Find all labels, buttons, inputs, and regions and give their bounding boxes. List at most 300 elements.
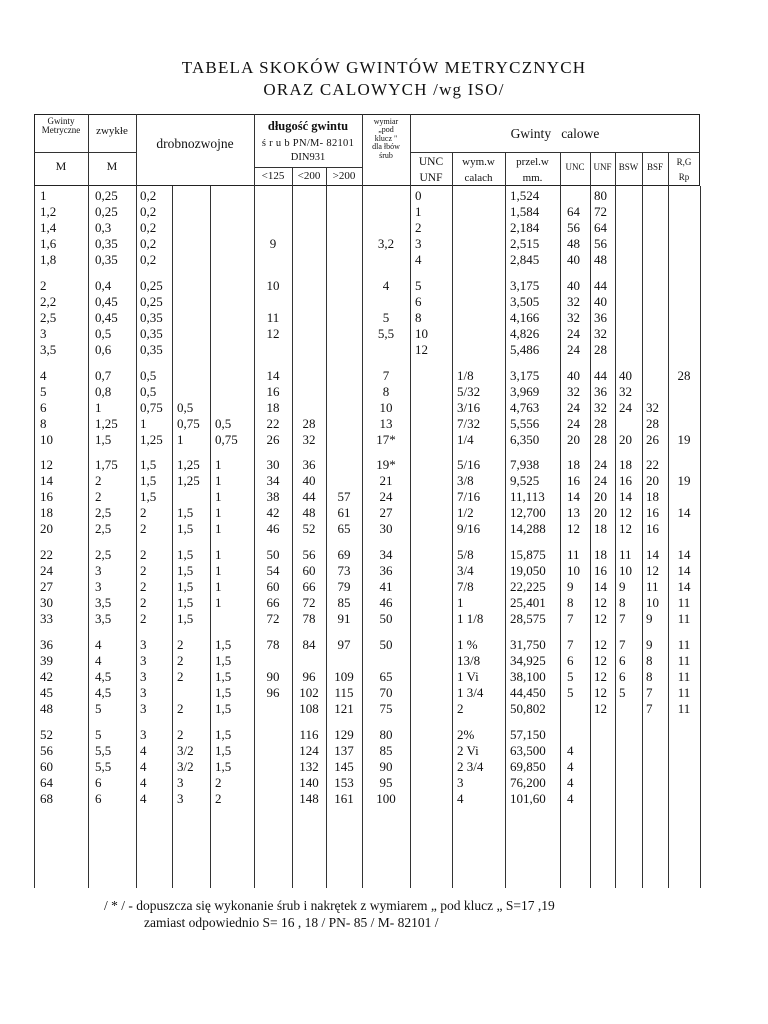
column-divider bbox=[136, 186, 137, 888]
cell-inch-size: 5/8 bbox=[457, 547, 474, 563]
cell-pitch-coarse: 2,5 bbox=[95, 505, 112, 521]
cell-pitch-coarse: 3 bbox=[95, 563, 102, 579]
cell-pitch-fine-2: 2 bbox=[177, 726, 184, 742]
cell-rg-rp-tpi: 11 bbox=[677, 701, 691, 716]
cell-unc-tpi: 20 bbox=[567, 431, 580, 447]
cell-length-lt125: 34 bbox=[266, 473, 280, 489]
cell-unc-tpi: 16 bbox=[567, 473, 580, 489]
cell-unf-tpi: 18 bbox=[594, 547, 607, 563]
cell-wrench-size: 3,2 bbox=[377, 236, 395, 251]
cell-inch-mm: 25,401 bbox=[510, 595, 546, 611]
cell-bsf-tpi: 28 bbox=[646, 415, 659, 431]
cell-pitch-fine-3: 1,5 bbox=[215, 758, 232, 774]
header-text: śrub bbox=[379, 150, 393, 160]
cell-bsw-tpi: 18 bbox=[619, 457, 632, 473]
cell-length-gt200: 145 bbox=[334, 758, 354, 774]
cell-metric-size: 1 bbox=[40, 188, 47, 203]
header-lt125: <125 bbox=[261, 170, 285, 182]
header-text: mm. bbox=[522, 172, 543, 184]
header-text: UNF bbox=[419, 172, 443, 184]
cell-wrench-size: 50 bbox=[379, 611, 393, 627]
cell-metric-size: 24 bbox=[40, 563, 53, 579]
cell-bsw-tpi: 40 bbox=[619, 367, 632, 383]
cell-wrench-size: 17* bbox=[376, 431, 396, 447]
header-drobnozwojne: drobnozwojne bbox=[156, 136, 234, 151]
cell-rg-rp-tpi: 19 bbox=[677, 473, 691, 489]
cell-pitch-fine-2: 3 bbox=[177, 774, 184, 790]
header-unc: UNC bbox=[565, 162, 585, 172]
cell-inch-mm: 4,166 bbox=[510, 309, 540, 325]
cell-pitch-coarse: 0,45 bbox=[95, 309, 118, 325]
cell-inch-mm: 69,850 bbox=[510, 758, 546, 774]
cell-pitch-coarse: 4 bbox=[95, 637, 102, 652]
column-divider bbox=[642, 186, 643, 888]
cell-pitch-coarse: 1,5 bbox=[95, 431, 112, 447]
cell-bsw-tpi: 14 bbox=[619, 489, 632, 505]
cell-pitch-fine-1: 4 bbox=[140, 774, 147, 790]
cell-length-gt200: 129 bbox=[334, 726, 354, 742]
cell-pitch-fine-1: 3 bbox=[140, 726, 147, 742]
cell-metric-size: 18 bbox=[40, 505, 53, 521]
cell-rg-rp-tpi: 19 bbox=[677, 431, 691, 447]
cell-unf-tpi: 12 bbox=[594, 637, 607, 652]
cell-length-lt200: 52 bbox=[302, 521, 316, 537]
cell-pitch-fine-1: 0,25 bbox=[140, 293, 163, 309]
footnote-line-2: zamiast odpowiednio S= 16 , 18 / PN- 85 / M- 82101 / bbox=[144, 915, 439, 930]
column-divider bbox=[668, 186, 669, 888]
cell-metric-size: 12 bbox=[40, 457, 53, 473]
cell-unf-tpi: 56 bbox=[594, 236, 607, 251]
cell-bsw-tpi: 10 bbox=[619, 563, 632, 579]
cell-inch-mm: 34,925 bbox=[510, 653, 546, 668]
cell-inch-mm: 15,875 bbox=[510, 547, 546, 563]
cell-length-lt125: 78 bbox=[266, 637, 280, 652]
footnote-line-1: / * / - dopuszcza się wykonanie śrub i nakrętek z wymiarem „ pod klucz „ S=17 ,19 bbox=[104, 898, 555, 913]
cell-inch-mm: 28,575 bbox=[510, 611, 546, 627]
cell-inch-size: 5/32 bbox=[457, 383, 481, 399]
cell-pitch-coarse: 5,5 bbox=[95, 742, 112, 758]
cell-pitch-fine-1: 4 bbox=[140, 758, 147, 774]
header-text: R,G bbox=[676, 157, 692, 167]
header-przel-w-mm bbox=[505, 154, 560, 186]
cell-bsf-tpi: 7 bbox=[646, 701, 653, 716]
cell-pitch-fine-2: 2 bbox=[177, 701, 184, 716]
cell-inch-mm: 22,225 bbox=[510, 579, 546, 595]
cell-length-lt125: 66 bbox=[266, 595, 280, 611]
cell-pitch-fine-1: 2 bbox=[140, 563, 147, 579]
cell-bsw-tpi: 24 bbox=[619, 399, 632, 415]
cell-unc-tpi: 12 bbox=[567, 521, 580, 537]
cell-pitch-fine-2: 0,5 bbox=[177, 399, 194, 415]
cell-metric-size: 52 bbox=[40, 726, 53, 742]
cell-inch-size: 3/16 bbox=[457, 399, 481, 415]
cell-pitch-coarse: 2 bbox=[95, 473, 102, 489]
cell-pitch-fine-1: 1,25 bbox=[140, 431, 163, 447]
cell-unc-tpi: 7 bbox=[567, 637, 574, 652]
cell-rg-rp-tpi: 28 bbox=[677, 367, 691, 383]
cell-pitch-fine-3: 1,5 bbox=[215, 726, 232, 742]
cell-wrench-size: 85 bbox=[379, 742, 393, 758]
cell-metric-size: 20 bbox=[40, 521, 53, 537]
cell-pitch-fine-1: 3 bbox=[140, 637, 147, 652]
cell-length-gt200: 79 bbox=[337, 579, 351, 595]
cell-inch-mm: 2,184 bbox=[510, 220, 540, 235]
cell-wrench-size: 75 bbox=[379, 701, 393, 716]
cell-unc-tpi: 8 bbox=[567, 595, 574, 611]
cell-unc-tpi: 40 bbox=[567, 367, 580, 383]
header-wymiar-klucz bbox=[362, 118, 410, 160]
cell-wrench-size: 41 bbox=[379, 579, 393, 595]
cell-inch-mm: 76,200 bbox=[510, 774, 546, 790]
cell-pitch-coarse: 2,5 bbox=[95, 521, 112, 537]
cell-unf-tpi: 36 bbox=[594, 309, 607, 325]
cell-metric-size: 64 bbox=[40, 774, 53, 790]
cell-inch-mm: 12,700 bbox=[510, 505, 546, 521]
cell-length-gt200: 61 bbox=[337, 505, 351, 521]
cell-pitch-coarse: 1,25 bbox=[95, 415, 118, 431]
cell-bsf-tpi: 9 bbox=[646, 637, 653, 652]
header-divider bbox=[254, 167, 362, 168]
column-divider bbox=[560, 186, 561, 888]
cell-pitch-fine-1: 0,35 bbox=[140, 341, 163, 357]
cell-metric-size: 56 bbox=[40, 742, 53, 758]
cell-pitch-fine-1: 0,2 bbox=[140, 204, 157, 219]
cell-pitch-fine-3: 1 bbox=[215, 563, 222, 579]
cell-rg-rp-tpi: 11 bbox=[677, 637, 691, 652]
cell-unf-tpi: 28 bbox=[594, 341, 607, 357]
cell-pitch-coarse: 1,75 bbox=[95, 457, 118, 473]
cell-inch-mm: 4,826 bbox=[510, 325, 540, 341]
header-lt200: <200 bbox=[297, 170, 321, 182]
cell-inch-mm: 1,524 bbox=[510, 188, 540, 203]
cell-length-lt125: 54 bbox=[266, 563, 280, 579]
cell-wrench-size: 27 bbox=[379, 505, 393, 521]
cell-metric-size: 33 bbox=[40, 611, 53, 627]
cell-unc-tpi: 14 bbox=[567, 489, 580, 505]
cell-length-lt200: 36 bbox=[302, 457, 316, 473]
cell-metric-size: 2 bbox=[40, 277, 47, 293]
cell-unf-tpi: 44 bbox=[594, 277, 607, 293]
cell-metric-size: 6 bbox=[40, 399, 47, 415]
cell-inch-mm: 38,100 bbox=[510, 669, 546, 684]
cell-unf-tpi: 18 bbox=[594, 521, 607, 537]
cell-length-lt200: 44 bbox=[302, 489, 316, 505]
cell-pitch-fine-2: 1,5 bbox=[177, 563, 194, 579]
cell-length-lt125: 42 bbox=[266, 505, 280, 521]
cell-unc-unf-number: 0 bbox=[415, 188, 422, 203]
cell-metric-size: 2,2 bbox=[40, 293, 57, 309]
cell-unc-tpi: 9 bbox=[567, 579, 574, 595]
cell-pitch-fine-2: 0,75 bbox=[177, 415, 200, 431]
header-text: przel.w bbox=[516, 156, 549, 168]
cell-inch-size: 3 bbox=[457, 774, 464, 790]
cell-inch-mm: 7,938 bbox=[510, 457, 540, 473]
cell-pitch-fine-3: 1 bbox=[215, 547, 222, 563]
cell-unc-tpi: 4 bbox=[567, 790, 574, 806]
cell-bsf-tpi: 32 bbox=[646, 399, 659, 415]
cell-pitch-fine-1: 3 bbox=[140, 653, 147, 668]
cell-wrench-size: 36 bbox=[379, 563, 393, 579]
cell-inch-mm: 3,505 bbox=[510, 293, 540, 309]
cell-unf-tpi: 12 bbox=[594, 685, 607, 700]
cell-unf-tpi: 48 bbox=[594, 252, 607, 267]
cell-unc-tpi: 5 bbox=[567, 685, 574, 700]
cell-unc-tpi: 24 bbox=[567, 399, 580, 415]
cell-pitch-fine-1: 0,5 bbox=[140, 367, 157, 383]
cell-length-lt200: 72 bbox=[302, 595, 316, 611]
cell-metric-size: 36 bbox=[40, 637, 53, 652]
cell-unf-tpi: 80 bbox=[594, 188, 607, 203]
cell-length-lt200: 148 bbox=[299, 790, 319, 806]
cell-inch-mm: 3,175 bbox=[510, 367, 540, 383]
cell-length-lt200: 48 bbox=[302, 505, 316, 521]
cell-unc-tpi: 10 bbox=[567, 563, 580, 579]
cell-rg-rp-tpi: 11 bbox=[677, 611, 691, 627]
cell-inch-mm: 2,845 bbox=[510, 252, 540, 267]
cell-pitch-coarse: 4,5 bbox=[95, 669, 112, 684]
cell-pitch-coarse: 0,35 bbox=[95, 236, 118, 251]
cell-inch-mm: 11,113 bbox=[510, 489, 545, 505]
cell-metric-size: 10 bbox=[40, 431, 53, 447]
cell-wrench-size: 19* bbox=[376, 457, 396, 473]
cell-unc-tpi: 4 bbox=[567, 774, 574, 790]
cell-pitch-fine-3: 2 bbox=[215, 774, 222, 790]
cell-bsw-tpi: 32 bbox=[619, 383, 632, 399]
cell-metric-size: 1,6 bbox=[40, 236, 57, 251]
cell-length-lt125: 10 bbox=[266, 277, 280, 293]
cell-unf-tpi: 12 bbox=[594, 611, 607, 627]
cell-bsf-tpi: 18 bbox=[646, 489, 659, 505]
cell-inch-mm: 31,750 bbox=[510, 637, 546, 652]
cell-pitch-coarse: 2,5 bbox=[95, 547, 112, 563]
cell-metric-size: 48 bbox=[40, 701, 53, 716]
cell-pitch-fine-1: 0,2 bbox=[140, 220, 157, 235]
cell-unc-unf-number: 1 bbox=[415, 204, 422, 219]
cell-pitch-fine-3: 1 bbox=[215, 595, 222, 611]
cell-bsf-tpi: 8 bbox=[646, 653, 653, 668]
cell-pitch-fine-3: 0,5 bbox=[215, 415, 232, 431]
cell-bsf-tpi: 20 bbox=[646, 473, 659, 489]
cell-unc-tpi: 11 bbox=[567, 547, 580, 563]
cell-bsw-tpi: 20 bbox=[619, 431, 632, 447]
cell-pitch-fine-3: 1,5 bbox=[215, 685, 232, 700]
cell-pitch-coarse: 2 bbox=[95, 489, 102, 505]
cell-pitch-coarse: 0,25 bbox=[95, 204, 118, 219]
cell-pitch-fine-1: 1,5 bbox=[140, 457, 157, 473]
cell-pitch-fine-2: 1,25 bbox=[177, 473, 200, 489]
cell-pitch-fine-3: 1,5 bbox=[215, 701, 232, 716]
cell-pitch-fine-2: 1,5 bbox=[177, 579, 194, 595]
cell-inch-size: 1/2 bbox=[457, 505, 474, 521]
header-gwinty-metryczne bbox=[34, 117, 88, 136]
cell-pitch-fine-1: 3 bbox=[140, 685, 147, 700]
cell-length-gt200: 69 bbox=[337, 547, 351, 563]
cell-unf-tpi: 12 bbox=[594, 653, 607, 668]
cell-unc-tpi: 48 bbox=[567, 236, 580, 251]
cell-bsf-tpi: 8 bbox=[646, 669, 653, 684]
cell-length-gt200: 109 bbox=[334, 669, 354, 684]
column-divider bbox=[700, 186, 701, 888]
header-wym-w-calach bbox=[452, 154, 505, 186]
cell-length-gt200: 115 bbox=[334, 685, 354, 700]
cell-inch-size: 2 Vi bbox=[457, 742, 479, 758]
cell-pitch-coarse: 0,4 bbox=[95, 277, 112, 293]
cell-unc-tpi: 5 bbox=[567, 669, 574, 684]
cell-length-lt200: 140 bbox=[299, 774, 319, 790]
header-divider bbox=[34, 152, 136, 153]
header-divider bbox=[88, 114, 89, 186]
header-text: calach bbox=[464, 172, 493, 184]
cell-metric-size: 14 bbox=[40, 473, 53, 489]
cell-length-gt200: 73 bbox=[337, 563, 351, 579]
cell-metric-size: 1,8 bbox=[40, 252, 57, 267]
cell-length-lt125: 26 bbox=[266, 431, 280, 447]
cell-inch-size: 1 3/4 bbox=[457, 685, 484, 700]
cell-bsf-tpi: 10 bbox=[646, 595, 659, 611]
cell-inch-size: 1 % bbox=[457, 637, 478, 652]
header-din931: DIN931 bbox=[290, 152, 326, 163]
cell-pitch-coarse: 1 bbox=[95, 399, 102, 415]
cell-unc-tpi: 7 bbox=[567, 611, 574, 627]
cell-pitch-fine-1: 3 bbox=[140, 669, 147, 684]
cell-inch-mm: 101,60 bbox=[510, 790, 546, 806]
cell-unc-tpi: 40 bbox=[567, 252, 580, 267]
cell-length-lt125: 22 bbox=[266, 415, 280, 431]
cell-bsw-tpi: 16 bbox=[619, 473, 632, 489]
cell-pitch-coarse: 5,5 bbox=[95, 758, 112, 774]
cell-pitch-fine-1: 2 bbox=[140, 611, 147, 627]
cell-rg-rp-tpi: 11 bbox=[677, 595, 691, 611]
header-divider bbox=[410, 152, 700, 153]
cell-unf-tpi: 28 bbox=[594, 415, 607, 431]
cell-unf-tpi: 20 bbox=[594, 505, 607, 521]
cell-unc-tpi: 24 bbox=[567, 415, 580, 431]
cell-unc-unf-number: 8 bbox=[415, 309, 422, 325]
cell-pitch-coarse: 6 bbox=[95, 790, 102, 806]
cell-length-lt200: 96 bbox=[302, 669, 316, 684]
cell-pitch-coarse: 4,5 bbox=[95, 685, 112, 700]
cell-unc-tpi: 24 bbox=[567, 325, 580, 341]
cell-inch-mm: 63,500 bbox=[510, 742, 546, 758]
cell-unf-tpi: 32 bbox=[594, 325, 607, 341]
cell-pitch-fine-2: 2 bbox=[177, 669, 184, 684]
cell-pitch-coarse: 4 bbox=[95, 653, 102, 668]
cell-length-lt200: 108 bbox=[299, 701, 319, 716]
column-divider bbox=[210, 186, 211, 888]
cell-bsf-tpi: 16 bbox=[646, 521, 659, 537]
column-divider bbox=[505, 186, 506, 888]
cell-length-lt125: 60 bbox=[266, 579, 280, 595]
cell-inch-mm: 3,175 bbox=[510, 277, 540, 293]
cell-inch-size: 1/4 bbox=[457, 431, 474, 447]
cell-bsw-tpi: 6 bbox=[619, 653, 626, 668]
cell-inch-size: 3/8 bbox=[457, 473, 474, 489]
cell-pitch-fine-1: 0,2 bbox=[140, 236, 157, 251]
cell-unc-unf-number: 2 bbox=[415, 220, 422, 235]
cell-unf-tpi: 16 bbox=[594, 563, 607, 579]
cell-pitch-coarse: 0,6 bbox=[95, 341, 112, 357]
cell-length-lt200: 60 bbox=[302, 563, 316, 579]
cell-length-gt200: 137 bbox=[334, 742, 354, 758]
column-divider bbox=[452, 186, 453, 888]
cell-inch-mm: 5,556 bbox=[510, 415, 540, 431]
cell-pitch-fine-2: 1,5 bbox=[177, 505, 194, 521]
cell-bsw-tpi: 8 bbox=[619, 595, 626, 611]
cell-length-lt125: 11 bbox=[266, 309, 280, 325]
cell-wrench-size: 70 bbox=[379, 685, 393, 700]
cell-rg-rp-tpi: 14 bbox=[677, 579, 691, 595]
cell-metric-size: 60 bbox=[40, 758, 53, 774]
cell-unc-unf-number: 6 bbox=[415, 293, 422, 309]
cell-unf-tpi: 64 bbox=[594, 220, 607, 235]
cell-length-lt200: 84 bbox=[302, 637, 316, 652]
header-text: „pod bbox=[378, 125, 394, 135]
cell-metric-size: 68 bbox=[40, 790, 53, 806]
cell-pitch-fine-2: 1 bbox=[177, 431, 184, 447]
cell-inch-mm: 19,050 bbox=[510, 563, 546, 579]
cell-inch-mm: 44,450 bbox=[510, 685, 546, 700]
cell-inch-size: 1 Vi bbox=[457, 669, 479, 684]
cell-pitch-coarse: 0,7 bbox=[95, 367, 112, 383]
cell-pitch-fine-2: 1,5 bbox=[177, 521, 194, 537]
cell-bsw-tpi: 12 bbox=[619, 521, 632, 537]
header-gt200: >200 bbox=[332, 170, 356, 182]
header-unc-unf bbox=[410, 154, 452, 186]
cell-inch-size: 7/32 bbox=[457, 415, 481, 431]
header-text: UNC bbox=[418, 156, 444, 168]
cell-bsw-tpi: 12 bbox=[619, 505, 632, 521]
cell-pitch-fine-3: 1,5 bbox=[215, 637, 232, 652]
cell-pitch-fine-1: 0,35 bbox=[140, 309, 163, 325]
cell-inch-mm: 6,350 bbox=[510, 431, 540, 447]
cell-length-lt125: 96 bbox=[266, 685, 280, 700]
cell-inch-mm: 1,584 bbox=[510, 204, 540, 219]
cell-length-lt200: 132 bbox=[299, 758, 319, 774]
cell-wrench-size: 10 bbox=[379, 399, 393, 415]
cell-pitch-fine-1: 3 bbox=[140, 701, 147, 716]
cell-length-lt125: 9 bbox=[269, 236, 277, 251]
cell-unc-unf-number: 5 bbox=[415, 277, 422, 293]
cell-metric-size: 16 bbox=[40, 489, 53, 505]
cell-wrench-size: 21 bbox=[379, 473, 393, 489]
cell-unc-unf-number: 12 bbox=[415, 341, 428, 357]
column-divider bbox=[88, 186, 89, 888]
cell-length-lt125: 38 bbox=[266, 489, 280, 505]
cell-bsf-tpi: 12 bbox=[646, 563, 659, 579]
cell-inch-mm: 3,969 bbox=[510, 383, 540, 399]
cell-length-lt200: 28 bbox=[302, 415, 316, 431]
header-text: Metryczne bbox=[41, 125, 81, 136]
cell-rg-rp-tpi: 11 bbox=[677, 653, 691, 668]
cell-unc-tpi: 6 bbox=[567, 653, 574, 668]
cell-wrench-size: 34 bbox=[379, 547, 393, 563]
cell-pitch-fine-2: 1,5 bbox=[177, 547, 194, 563]
cell-pitch-fine-1: 2 bbox=[140, 505, 147, 521]
cell-rg-rp-tpi: 11 bbox=[677, 669, 691, 684]
cell-metric-size: 3 bbox=[40, 325, 47, 341]
cell-inch-mm: 9,525 bbox=[510, 473, 540, 489]
cell-pitch-fine-2: 1,5 bbox=[177, 611, 194, 627]
cell-unf-tpi: 12 bbox=[594, 701, 607, 716]
cell-pitch-fine-1: 0,25 bbox=[140, 277, 163, 293]
cell-pitch-fine-3: 1 bbox=[215, 489, 222, 505]
cell-wrench-size: 90 bbox=[379, 758, 393, 774]
cell-inch-size: 2 3/4 bbox=[457, 758, 484, 774]
cell-unc-tpi: 40 bbox=[567, 277, 580, 293]
header-rg-rp bbox=[668, 155, 700, 185]
cell-inch-size: 9/16 bbox=[457, 521, 481, 537]
cell-wrench-size: 30 bbox=[379, 521, 393, 537]
